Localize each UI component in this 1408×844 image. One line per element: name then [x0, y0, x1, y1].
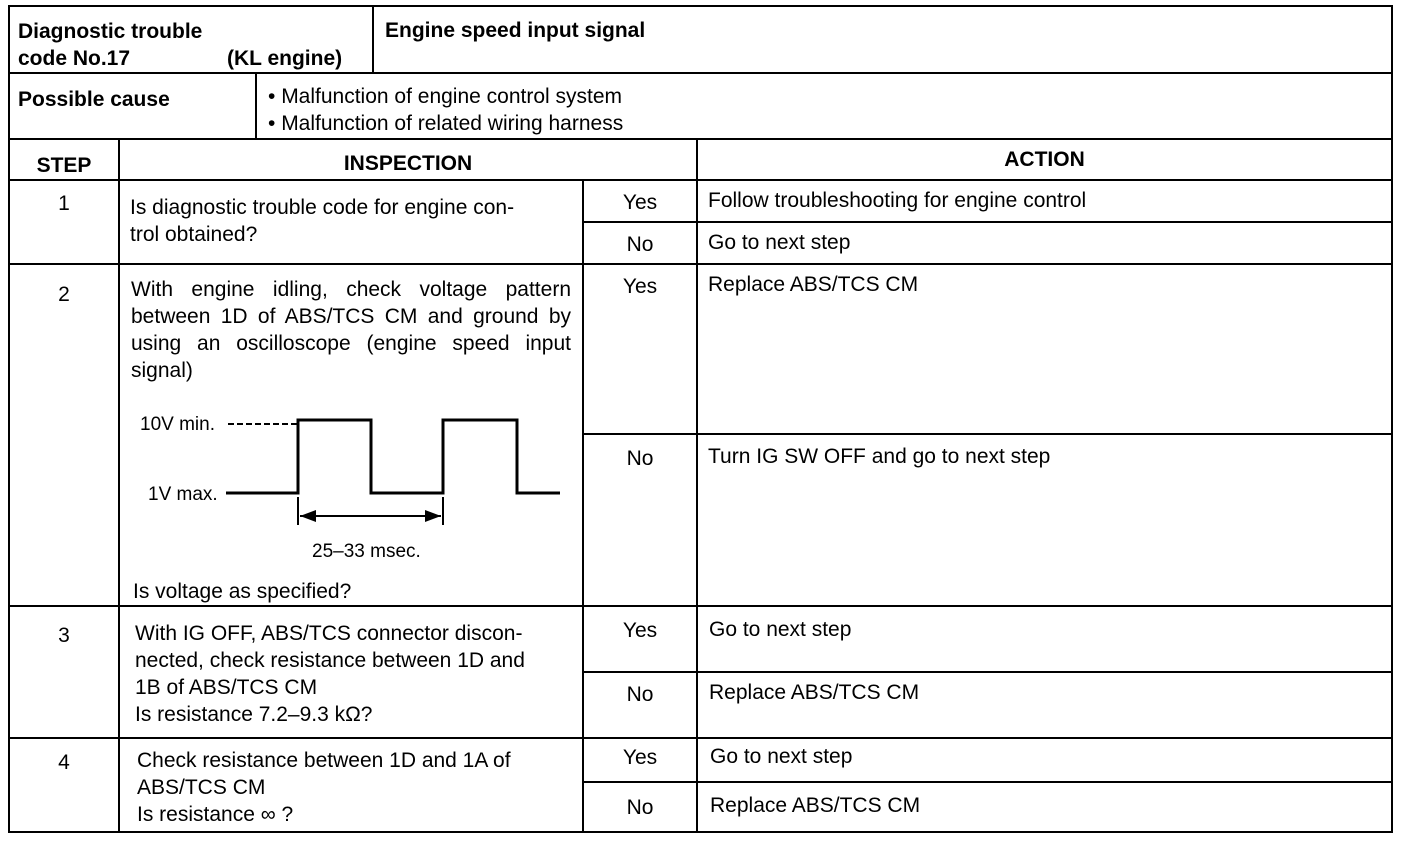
step-question: Is voltage as specified?: [133, 580, 352, 603]
step-number: 4: [58, 751, 70, 774]
rule-action-col: [696, 138, 698, 833]
answer-no: No: [626, 447, 654, 470]
action-yes: Replace ABS/TCS CM: [708, 273, 919, 296]
rule-step3-bottom: [8, 737, 1393, 739]
engine-type: (KL engine): [227, 47, 343, 70]
rule-header-divider: [372, 5, 374, 74]
step-number: 1: [58, 192, 70, 215]
rule-header-bottom: [8, 72, 1393, 74]
rule-step4-split: [583, 781, 1393, 783]
answer-no: No: [626, 796, 654, 819]
action-yes: Go to next step: [710, 745, 853, 768]
waveform-period-label: 25–33 msec.: [312, 541, 421, 562]
waveform-low-label: 1V max.: [148, 484, 218, 505]
step-inspection: With engine idling, check voltage pattern between 1D of ABS/TCS CM and ground by using an oscilloscope (engine speed input signal): [131, 278, 571, 382]
border-right: [1391, 5, 1393, 833]
step-number: 2: [58, 283, 70, 306]
col-header-step: STEP: [36, 154, 92, 177]
answer-yes: Yes: [622, 191, 658, 214]
col-header-action: ACTION: [1004, 148, 1085, 171]
rule-step1-split: [583, 221, 1393, 223]
step-inspection: With IG OFF, ABS/TCS connector discon- nected, check resistance between 1D and 1B of ABS/TCS CM Is resistance 7.2–9.3 kΩ?: [135, 622, 525, 726]
answer-no: No: [626, 683, 654, 706]
step-inspection: Is diagnostic trouble code for engine con- trol obtained?: [130, 196, 515, 246]
dtc-label: [18, 18, 202, 72]
square-wave-signal: [226, 420, 560, 493]
action-no: Turn IG SW OFF and go to next step: [708, 445, 1051, 468]
action-no: Go to next step: [708, 231, 851, 254]
border-bottom: [8, 831, 1393, 833]
voltage-waveform: [130, 400, 570, 570]
rule-step2-split: [583, 433, 1393, 435]
rule-step3-split: [583, 671, 1393, 673]
dtc-label-line2: code No.17: [18, 47, 131, 70]
action-no: Replace ABS/TCS CM: [709, 681, 920, 704]
step-inspection: Check resistance between 1D and 1A of ABS/TCS CM Is resistance ∞ ?: [137, 749, 511, 826]
possible-cause-item: • Malfunction of related wiring harness: [268, 112, 624, 135]
possible-cause-list: [268, 83, 623, 137]
col-header-inspection: INSPECTION: [343, 152, 473, 175]
step-number: 3: [58, 624, 70, 647]
border-top: [8, 5, 1393, 7]
waveform-high-label: 10V min.: [140, 414, 215, 435]
action-yes: Go to next step: [709, 618, 852, 641]
answer-yes: Yes: [622, 275, 658, 298]
dtc-label-line1: Diagnostic trouble: [18, 20, 203, 43]
possible-cause-item: • Malfunction of engine control system: [268, 85, 623, 108]
rule-step-col: [118, 138, 120, 833]
action-no: Replace ABS/TCS CM: [710, 794, 921, 817]
border-left: [8, 5, 10, 833]
page-title: Engine speed input signal: [385, 19, 646, 42]
answer-yes: Yes: [622, 619, 658, 642]
rule-step1-bottom: [8, 263, 1393, 265]
action-yes: Follow troubleshooting for engine control: [708, 189, 1087, 212]
answer-no: No: [626, 233, 654, 256]
rule-cause-divider: [255, 72, 257, 140]
rule-colhead-bottom: [8, 179, 1393, 181]
answer-yes: Yes: [622, 746, 658, 769]
rule-step2-bottom: [8, 605, 1393, 607]
rule-cause-bottom: [8, 138, 1393, 140]
possible-cause-label: Possible cause: [18, 88, 170, 111]
period-arrowhead-left: [300, 510, 316, 522]
period-arrowhead-right: [425, 510, 441, 522]
